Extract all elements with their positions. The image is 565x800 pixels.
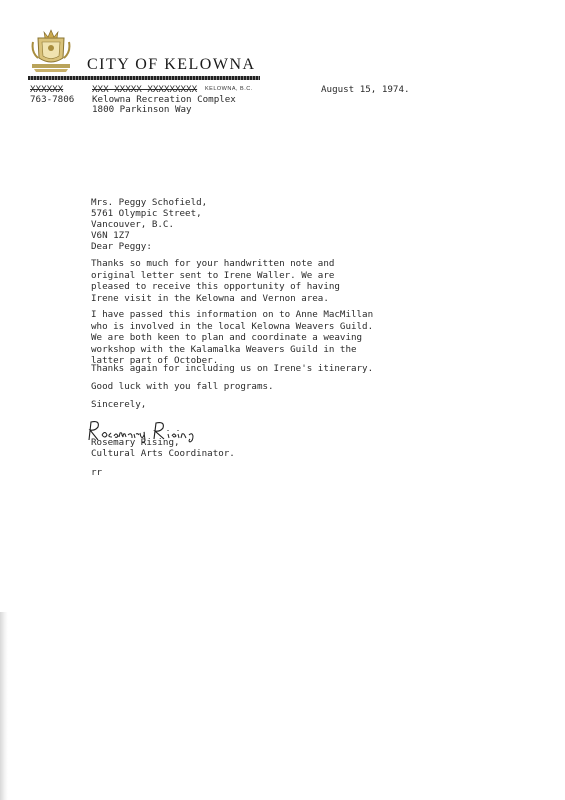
paragraph-line: Good luck with you fall programs. (91, 381, 274, 392)
paragraph-line: We are both keen to plan and coordinate a weaving (91, 332, 363, 343)
recipient-city: Vancouver, B.C. (91, 219, 174, 230)
paragraph-line: original letter sent to Irene Waller. We are (91, 269, 335, 281)
paragraph-line: pleased to receive this opportunity of having (91, 281, 340, 292)
letter-date: August 15, 1974. (321, 84, 410, 95)
struck-address: XXX XXXXX XXXXXXXXX (92, 84, 198, 95)
letterhead-city-prov: KELOWNA, B.C. (205, 86, 253, 92)
signer-name: Rosemary Rising, (91, 437, 180, 448)
paragraph-line: Irene visit in the Kelowna and Vernon area. (91, 292, 329, 304)
letterhead-rule (28, 76, 260, 80)
city-crest-logo (30, 28, 72, 74)
paragraph-line: Thanks again for including us on Irene's itinerary. (91, 363, 374, 374)
body-paragraph-3 (91, 363, 451, 375)
signer-title: Cultural Arts Coordinator. (91, 448, 235, 459)
paragraph-line: workshop with the Kalamalka Weavers Guild in the (91, 343, 357, 355)
body-paragraph-2 (91, 309, 451, 367)
recipient-postal: V6N 1Z7 (91, 230, 130, 241)
recipient-name: Mrs. Peggy Schofield, (91, 197, 208, 208)
paragraph-line: who is involved in the local Kelowna Weavers Guild. (91, 320, 374, 332)
body-paragraph-1 (91, 258, 451, 304)
typist-initials: rr (91, 467, 103, 478)
paragraph-line: latter part of October. (91, 355, 219, 366)
body-paragraph-4 (91, 381, 451, 393)
paragraph-line: Thanks so much for your handwritten note and (91, 258, 335, 269)
salutation: Dear Peggy: (91, 241, 152, 252)
city-name-heading: CITY OF KELOWNA (87, 56, 256, 73)
facility-name: Kelowna Recreation Complex (92, 94, 236, 105)
recipient-street: 5761 Olympic Street, (91, 208, 202, 219)
struck-phone: XXXXXX (30, 84, 64, 95)
phone-number: 763-7806 (30, 94, 75, 105)
closing: Sincerely, (91, 399, 147, 410)
facility-street: 1800 Parkinson Way (92, 104, 192, 115)
paragraph-line: I have passed this information on to Anne MacMillan (91, 309, 374, 320)
